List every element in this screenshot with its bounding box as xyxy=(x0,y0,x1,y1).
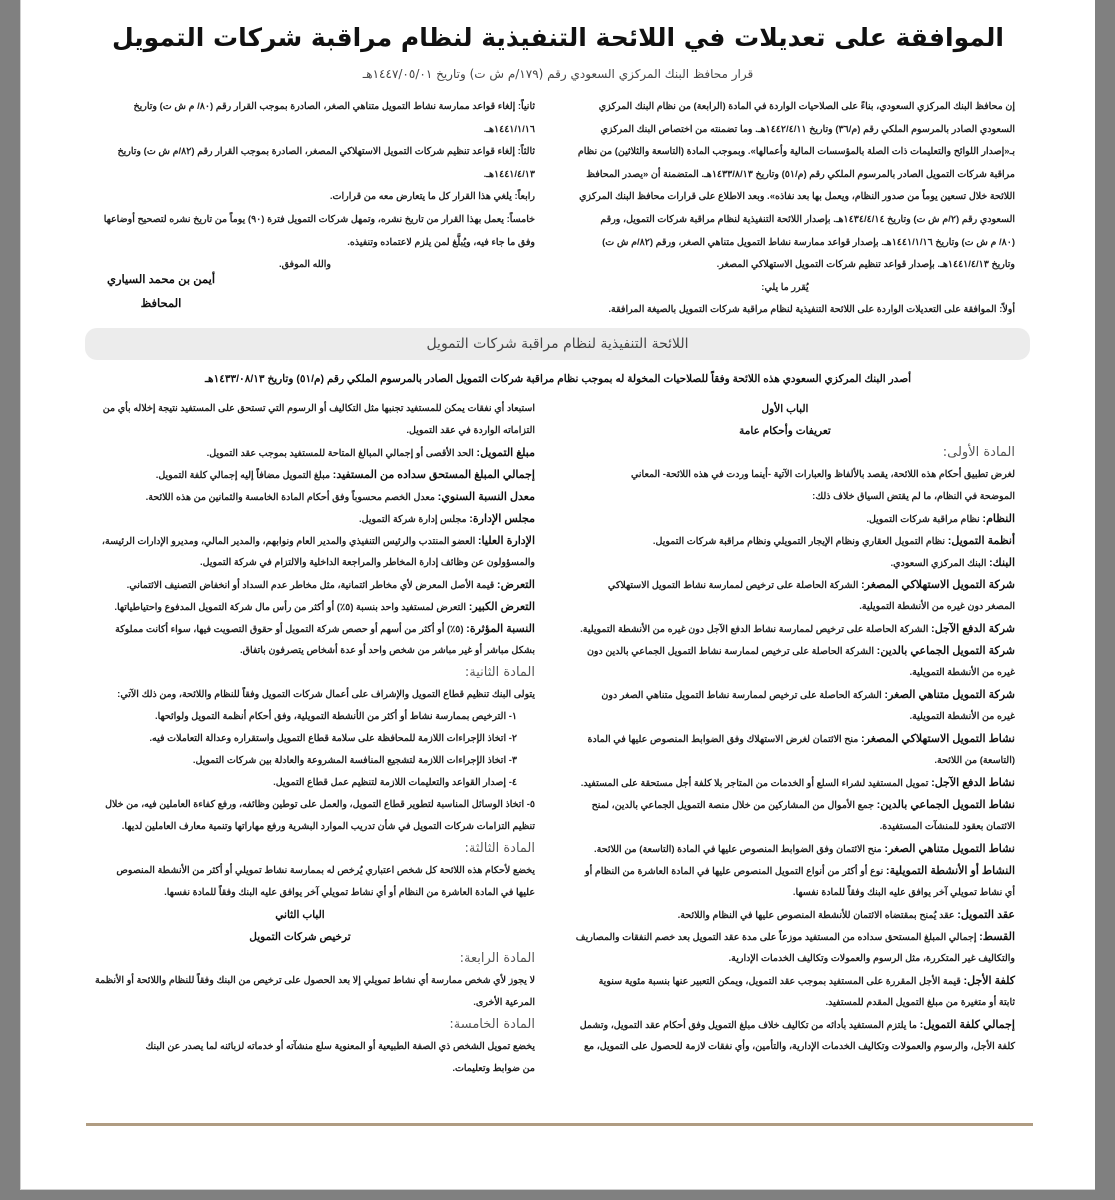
definition-text: الحد الأقصى أو إجمالي المبالغ المتاحة للمستفيد بموجب عقد التمويل. xyxy=(206,448,477,459)
chapter-heading: الباب الأول xyxy=(761,403,809,415)
definition-text: مبلغ التمويل مضافاً إليه إجمالي كلفة التمويل. xyxy=(155,470,333,481)
definition-text: العضو المنتدب والرئيس التنفيذي والمدير العام ونوابهم، والمدير المالي، ومديرو الإدارات الرئيسة، xyxy=(101,536,478,547)
article-text: لا يجوز لأي شخص ممارسة أي نشاط تمويلي إلا بعد الحصول على ترخيص من البنك وفقاً للنظام واللائحة أو الأنظمة xyxy=(94,975,535,986)
definition-text: التعرض لمستفيد واحد بنسبة (٥٪) أو أكثر من رأس مال شركة التمويل المدفوع واحتياطياتها. xyxy=(114,602,469,613)
decision-clause-first: أولاً: الموافقة على التعديلات الواردة على اللائحة التنفيذية لنظام مراقبة شركات التمويل بالصيغة المرافقة. xyxy=(608,304,1015,316)
definition-term: مجلس الإدارة: xyxy=(469,513,535,525)
definition-term: التعرض: xyxy=(496,579,535,591)
decision-preamble-column xyxy=(555,96,1015,322)
article-text: عليها في المادة العاشرة من النظام أو أي نشاط تمويلي آخر يوافق عليه البنك وفقاً للمادة نفسها. xyxy=(164,887,535,898)
definition-item xyxy=(555,1014,1015,1036)
article-text: المرعية الأخرى. xyxy=(473,997,535,1008)
decision-clause-second: ثانياً: إلغاء قواعد ممارسة نشاط التمويل متناهي الصغر، الصادرة بموجب القرار رقم (٨٠/ م ش ت) وتاريخ xyxy=(133,101,535,112)
regulation-intro: أصدر البنك المركزي السعودي هذه اللائحة وفقاً للصلاحيات المخولة له بموجب نظام مراقبة شركات التمويل الصادر بالمرسوم الملكي رقم (م/٥١) وتاريخ ١٤٣٣/٠٨/١٣هـ xyxy=(204,373,912,385)
definition-term: شركة الدفع الآجل: xyxy=(931,623,1015,635)
definition-item xyxy=(65,530,535,552)
definition-item xyxy=(555,684,1015,706)
article-item: ١- الترخيص بممارسة نشاط أو أكثر من الأنشطة التمويلية، وفق أحكام أنظمة التمويل ولوائحها. xyxy=(154,711,517,722)
definition-item xyxy=(555,882,1015,904)
bottom-divider xyxy=(86,1123,1033,1126)
document-page xyxy=(20,0,1095,1190)
definition-item xyxy=(555,662,1015,684)
article-text: من ضوابط وتعليمات. xyxy=(452,1063,535,1074)
definition-term: معدل النسبة السنوي: xyxy=(437,491,535,503)
definition-item xyxy=(555,706,1015,728)
closing-line: والله الموفق. xyxy=(278,259,332,271)
definition-item xyxy=(65,596,535,618)
definition-text: غيره من الأنشطة التمويلية. xyxy=(909,667,1015,678)
definition-term: نشاط الدفع الآجل: xyxy=(931,777,1015,789)
definition-item xyxy=(65,618,535,640)
definition-text: كلفة الأجل، والرسوم والعمولات وتكاليف الخدمات الإدارية، والتأمين، وأي نفقات لازمة للحصول على التمويل، مع xyxy=(583,1041,1015,1052)
definition-item xyxy=(555,750,1015,772)
definition-item xyxy=(555,596,1015,618)
definition-text: قيمة الأصل المعرض لأي مخاطر ائتمانية، مثل مخاطر عدم السداد أو انخفاض التصنيف الائتماني. xyxy=(126,580,497,591)
preamble-line: مراقبة شركات التمويل الصادر بالمرسوم الملكي رقم (م/٥١) وتاريخ ١٤٣٣/٨/١٣هـ. المتضمنة أن «يصدر المحافظ xyxy=(586,168,1015,180)
decision-clause-third-date: ١٤٤١/٤/١٣هـ. xyxy=(483,168,535,180)
preamble-line: السعودي الصادر بالمرسوم الملكي رقم (م/٣٦) وتاريخ ١٤٤٢/٤/١١هـ. وما تضمنته من اختصاص البنك المركزي xyxy=(600,123,1015,135)
definition-term: مبلغ التمويل: xyxy=(476,447,535,459)
preamble-line: (٨٠/ م ش ت) وتاريخ ١٤٤١/١/١٦هـ. بإصدار قواعد ممارسة نشاط التمويل متناهي الصغر، ورقم (٨٢/م ش ت) xyxy=(602,236,1015,248)
definition-term: عقد التمويل: xyxy=(957,909,1015,921)
definition-continuation: التزاماته الواردة في عقد التمويل. xyxy=(406,425,535,436)
definition-text: الشركة الحاصلة على ترخيص لممارسة نشاط التمويل الاستهلاكي xyxy=(607,580,861,591)
decision-clauses-column xyxy=(75,96,535,277)
definition-term: النظام: xyxy=(982,513,1015,525)
chapter-heading: الباب الثاني xyxy=(275,909,325,921)
definition-term: إجمالي المبلغ المستحق سداده من المستفيد: xyxy=(332,469,535,481)
definition-text: الشركة الحاصلة على ترخيص لممارسة نشاط الدفع الآجل دون غيره من الأنشطة التمويلية. xyxy=(580,624,932,635)
definition-text: المصغر دون غيره من الأنشطة التمويلية. xyxy=(859,601,1015,612)
definition-text: الائتمان بعقود للمنشآت المستفيدة. xyxy=(879,821,1015,832)
definitions-list xyxy=(555,508,1015,1058)
definition-text: البنك المركزي السعودي. xyxy=(890,558,990,569)
article-text: الموضحة في النظام، ما لم يقتض السياق خلاف ذلك: xyxy=(812,491,1015,502)
definition-term: القسط: xyxy=(979,931,1015,943)
definition-item xyxy=(555,860,1015,882)
definition-text: أي نشاط تمويلي آخر يوافق عليه البنك وفقاً للمادة نفسها. xyxy=(792,887,1015,898)
article-heading: المادة الثالثة: xyxy=(464,841,535,856)
preamble-line: إن محافظ البنك المركزي السعودي، بناءً على الصلاحيات الواردة في المادة (الرابعة) من نظام البنك المركزي xyxy=(598,101,1015,112)
regulation-left-column xyxy=(65,398,535,1080)
article-item: ٥- اتخاذ الوسائل المناسبة لتطوير قطاع التمويل، والعمل على توطين وظائفه، ورفع كفاءة العاملين فيه، من خلال xyxy=(105,799,535,810)
definition-text: معدل الخصم محسوباً وفق أحكام المادة الخامسة والثمانين من هذه اللائحة. xyxy=(145,492,438,503)
definition-text: والتكاليف غير المتكررة، مثل الرسوم والعمولات وتكاليف الخدمات الإدارية. xyxy=(728,953,1015,964)
definition-text: (التاسعة) من اللائحة. xyxy=(934,755,1015,766)
chapter-title: تعريفات وأحكام عامة xyxy=(739,425,831,437)
decision-clause-fifth-cont: وفق ما جاء فيه، ويُبلَّغ لمن يلزم لاعتماده وتنفيذه. xyxy=(347,236,535,248)
decides-heading: يُقرر ما يلي: xyxy=(761,281,809,293)
decision-clause-fourth: رابعاً: يلغي هذا القرار كل ما يتعارض معه من قرارات. xyxy=(329,191,535,203)
definition-item xyxy=(65,640,535,662)
definition-text: (٥٪) أو أكثر من أسهم أو حصص شركة التمويل أو حقوق التصويت فيها، سواء أكانت مملوكة xyxy=(115,624,467,635)
definition-item xyxy=(555,970,1015,992)
article-item: تنظيم التزامات شركات التمويل في شأن تدريب الموارد البشرية ورفع مهاراتها وتنمية معارف العاملين لديها. xyxy=(121,821,535,832)
definition-term: التعرض الكبير: xyxy=(468,601,535,613)
article-heading: المادة الأولى: xyxy=(942,445,1015,460)
definition-item xyxy=(555,772,1015,794)
definition-continuation: استبعاد أي نفقات يمكن للمستفيد تجنبها مثل التكاليف أو الرسوم التي تستحق على المستفيد نتيجة إخلاله بأي من xyxy=(102,403,535,414)
definition-text: ما يلتزم المستفيد بأدائه من تكاليف خلاف مبلغ التمويل وفق أحكام عقد التمويل، وتشمل xyxy=(579,1020,920,1031)
signatory-title: المحافظ xyxy=(140,298,182,310)
definition-text: بشكل مباشر أو غير مباشر من شخص واحد أو عدة أشخاص يتصرفون باتفاق. xyxy=(239,645,535,656)
definition-text: إجمالي المبلغ المستحق سداده من المستفيد موزعاً على مدة عقد التمويل بعد خصم النفقات والمصاريف xyxy=(575,932,980,943)
definition-term: نشاط التمويل الاستهلاكي المصغر: xyxy=(861,733,1015,745)
article-item: ٣- اتخاذ الإجراءات اللازمة لتشجيع المنافسة المشروعة والعادلة بين شركات التمويل. xyxy=(192,755,517,766)
definition-text: نظام التمويل العقاري ونظام الإيجار التمويلي ونظام مراقبة شركات التمويل. xyxy=(652,536,948,547)
article-item: ٢- اتخاذ الإجراءات اللازمة للمحافظة على سلامة قطاع التمويل واستقراره وعدالة التعاملات فيه. xyxy=(149,733,517,744)
definition-text: الشركة الحاصلة على ترخيص لممارسة نشاط التمويل متناهي الصغر دون xyxy=(601,690,885,701)
preamble-line: اللائحة خلال تسعين يوماً من صدور النظام، ويعمل بها بعد نفاذه». وبعد الاطلاع على قرارات محافظ البنك المركزي xyxy=(579,191,1015,203)
definition-text: والمسؤولون عن وظائف إدارة المخاطر والمراجعة الداخلية والالتزام في شركة التمويل. xyxy=(199,557,535,568)
article-heading: المادة الثانية: xyxy=(464,665,535,680)
definition-item xyxy=(555,1036,1015,1058)
definition-text: غيره من الأنشطة التمويلية. xyxy=(909,711,1015,722)
definition-term: النسبة المؤثرة: xyxy=(466,623,535,635)
decision-clause-second-date: ١٤٤١/١/١٦هـ. xyxy=(483,123,535,135)
article-item: ٤- إصدار القواعد والتعليمات اللازمة لتنظيم عمل قطاع التمويل. xyxy=(273,777,517,788)
signatory-name: أيمن بن محمد السياري xyxy=(106,274,216,286)
definition-text: عقد يُمنح بمقتضاه الائتمان للأنشطة المنصوص عليها في النظام واللائحة. xyxy=(677,910,958,921)
definition-item xyxy=(65,464,535,486)
definition-item xyxy=(555,992,1015,1014)
article-text: يتولى البنك تنظيم قطاع التمويل والإشراف على أعمال شركات التمويل وفقاً للنظام واللائحة، ومن ذلك الآتي: xyxy=(117,689,535,700)
definition-term: نشاط التمويل متناهي الصغر: xyxy=(884,843,1015,855)
definition-text: تمويل المستفيد لشراء السلع أو الخدمات من المتاجر بلا كلفة أجل مستحقة على المستفيد. xyxy=(580,778,932,789)
preamble-line: وتاريخ ١٤٤١/٤/١٣هـ. بإصدار قواعد تنظيم شركات التمويل الاستهلاكي المصغر. xyxy=(716,259,1015,271)
definition-text: منح الائتمان لغرض الاستهلاك وفق الضوابط المنصوص عليها في المادة xyxy=(587,734,862,745)
definition-item xyxy=(555,552,1015,574)
definition-text: نظام مراقبة شركات التمويل. xyxy=(866,514,983,525)
page-title: الموافقة على تعديلات في اللائحة التنفيذية لنظام مراقبة شركات التمويل xyxy=(111,23,1005,52)
definition-item xyxy=(555,508,1015,530)
article-text: لغرض تطبيق أحكام هذه اللائحة، يقصد بالألفاظ والعبارات الآتية -أينما وردت في هذه اللائحة- المعاني xyxy=(631,469,1015,480)
definition-term: إجمالي كلفة التمويل: xyxy=(919,1019,1015,1031)
definition-term: شركة التمويل متناهي الصغر: xyxy=(884,689,1015,701)
decision-clause-third: ثالثاً: إلغاء قواعد تنظيم شركات التمويل الاستهلاكي المصغر، الصادرة بموجب القرار رقم (٨٢/م ش ت) وتاريخ xyxy=(117,146,535,158)
definition-text: الشركة الحاصلة على ترخيص لممارسة نشاط التمويل الجماعي بالدين دون xyxy=(586,646,877,657)
article-text: يخضع لأحكام هذه اللائحة كل شخص اعتباري يُرخص له بممارسة نشاط تمويلي أو أكثر من الأنشطة المنصوص xyxy=(116,865,535,876)
definition-item xyxy=(555,530,1015,552)
definition-item xyxy=(555,816,1015,838)
definition-term: شركة التمويل الجماعي بالدين: xyxy=(876,645,1015,657)
definition-term: أنظمة التمويل: xyxy=(947,535,1015,547)
definition-term: شركة التمويل الاستهلاكي المصغر: xyxy=(861,579,1015,591)
regulation-banner: اللائحة التنفيذية لنظام مراقبة شركات التمويل xyxy=(85,328,1030,360)
definition-text: جمع الأموال من المشاركين من خلال منصة التمويل الجماعي بالدين، لمنح xyxy=(591,800,877,811)
preamble-line: بـ«إصدار اللوائح والتعليمات ذات الصلة بالمؤسسات المالية وأعمالها». وبموجب المادة (التاسعة والثلاثين) من نظام xyxy=(577,146,1015,158)
definitions-list xyxy=(65,442,535,662)
article-heading: المادة الرابعة: xyxy=(459,951,535,966)
definition-item xyxy=(65,574,535,596)
definition-item xyxy=(555,574,1015,596)
definition-text: مجلس إدارة شركة التمويل. xyxy=(359,514,470,525)
definition-item xyxy=(65,442,535,464)
definition-term: نشاط التمويل الجماعي بالدين: xyxy=(876,799,1015,811)
definition-text: قيمة الأجل المقررة على المستفيد بموجب عقد التمويل، ويمكن التعبير عنها بنسبة مئوية سنوية xyxy=(598,976,964,987)
definition-text: نوع أو أكثر من أنواع التمويل المنصوص عليها في المادة العاشرة من النظام أو xyxy=(585,866,886,877)
definition-item xyxy=(65,552,535,574)
definition-term: الإدارة العليا: xyxy=(477,535,535,547)
signature-block xyxy=(91,268,231,316)
definition-item xyxy=(555,640,1015,662)
definition-text: ثابتة أو متغيرة من مبلغ التمويل المقدم للمستفيد. xyxy=(825,997,1015,1008)
article-heading: المادة الخامسة: xyxy=(449,1017,535,1032)
definition-term: النشاط أو الأنشطة التمويلية: xyxy=(885,865,1015,877)
definition-item xyxy=(555,728,1015,750)
definition-term: البنك: xyxy=(989,557,1015,569)
regulation-right-column xyxy=(555,398,1015,1058)
decision-clause-fifth: خامساً: يعمل بهذا القرار من تاريخ نشره، وتمهل شركات التمويل فترة (٩٠) يوماً من تاريخ نشره لتصحيح أوضاعها xyxy=(103,213,535,225)
definition-text: منح الائتمان وفق الضوابط المنصوص عليها في المادة (التاسعة) من اللائحة. xyxy=(593,844,885,855)
definition-item xyxy=(555,904,1015,926)
definition-item xyxy=(555,926,1015,948)
definition-item xyxy=(555,794,1015,816)
page-subtitle: قرار محافظ البنك المركزي السعودي رقم (١٧٩/م ش ت) وتاريخ ١٤٤٧/٠٥/٠١هـ xyxy=(362,67,754,81)
preamble-line: السعودي رقم (٢/م ش ت) وتاريخ ١٤٣٤/٤/١٤هـ. بإصدار اللائحة التنفيذية لنظام مراقبة شركات التمويل، ورقم xyxy=(600,213,1015,225)
article-text: يخضع تمويل الشخص ذي الصفة الطبيعية أو المعنوية سلع منشآته أو خدماته لزبائنه لما يصدر عن البنك xyxy=(145,1041,535,1052)
definition-item xyxy=(65,508,535,530)
definition-item xyxy=(65,486,535,508)
definition-item xyxy=(555,838,1015,860)
definition-item xyxy=(555,618,1015,640)
definition-item xyxy=(555,948,1015,970)
chapter-title: ترخيص شركات التمويل xyxy=(249,931,351,943)
definition-term: كلفة الأجل: xyxy=(963,975,1015,987)
